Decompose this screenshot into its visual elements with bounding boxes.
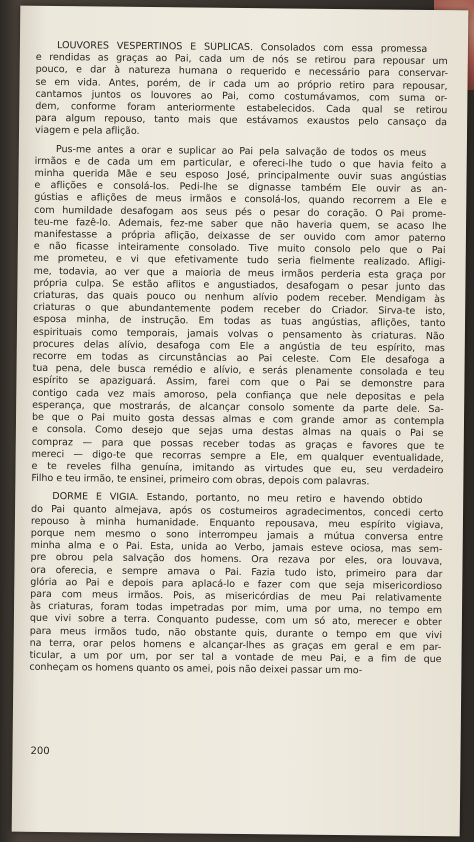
paragraph <box>29 491 443 678</box>
text-line: se em vida. Antes, porém, de ir cada um ao próprio retiro para repousar, <box>35 76 448 92</box>
text-line: cantamos juntos os louvores ao Pai, como costumávamos, com suma or- <box>35 88 448 104</box>
page-number: 200 <box>30 745 50 758</box>
text-line: para algum repouso, tanto mais que estávamos exaustos pelo cansaço da <box>35 113 448 129</box>
text-line: me, todavia, ao ver que a maioria de meus irmãos perderia esta graça por <box>33 265 446 281</box>
text-line: Filho e teu irmão, te ensinei, primeiro com obras, depois com palavras. <box>31 472 370 488</box>
book-page <box>12 6 469 837</box>
text-line: às criaturas, foram todas impetradas por mim, uma por uma, no tempo em <box>29 600 443 617</box>
text-line: do Pai quanto almejava, após os costumeiros agradecimentos, concedi certo <box>31 503 444 519</box>
text-line: irmãos e de cada um em particular, e ofereci-lhe tudo o que havia feito a <box>34 155 447 171</box>
text-line: e aflições e consolá-los. Pedi-lhe se dignasse também Ele ouvir as an- <box>34 180 447 196</box>
text-line: dem, conforme foram anteriormente estabelecidos. Cada qual se retirou <box>35 100 448 117</box>
text-line: minha alma e o Pai. Esta, unida ao Verbo, jamais esteve ociosa, mas sem- <box>30 539 443 556</box>
paragraph <box>35 40 448 142</box>
text-line: Pus-me antes a orar e suplicar ao Pai pela salvação de todos os meus <box>55 143 427 159</box>
text-line: esperança, que mostrarás, de alcançar consolo somente da parte dele. Sa- <box>32 399 444 416</box>
text-line: manifestasse a própria aflição, deixasse de ser ouvido com amor paterno <box>33 228 446 245</box>
text-line: e não ficasse inteiramente consolado. Tive muito consolo pelo que o Pai <box>33 241 446 257</box>
text-line: contigo cada vez mais amoroso, pela confiança que nele depositas e pela <box>32 387 445 403</box>
text-line: porque nem mesmo o sono interrompeu jamais a mútua conversa entre <box>30 527 443 544</box>
text-line: me prometeu, e vi que efetivamente tudo seria fielmente realizado. Afligi- <box>33 253 446 269</box>
page-text <box>29 40 448 685</box>
text-line: com humildade desafogam aos seus pés o pesar do coração. O Pai prome- <box>34 204 447 220</box>
text-line: tua pena, dele busca remédio e alívio, e serás plenamente consolada e teu <box>32 363 445 379</box>
text-line: esposa minha, de instrução. Em todas as tuas angústias, aflições, tanto <box>32 314 446 330</box>
text-line: para meus irmãos tudo, não obstante quis, durante o tempo em que vivi <box>29 625 442 641</box>
text-line: criaturas o que abundantemente podem receber do Criador. Sirva-te isto, <box>33 302 446 318</box>
text-line: espirituais como temporais, jamais volvas o pensamento às criaturas. Não <box>32 326 445 342</box>
text-line: e consola. Como desejo que sejas uma destas almas na quais o Pai se <box>31 424 444 440</box>
paragraph <box>31 143 447 489</box>
text-line: gústias e aflições de meus irmãos e consolá-los, quando recorrem a Ele e <box>34 192 447 208</box>
text-line: minha querida Mãe e seu esposo José, principalmente ouvir suas angústias <box>34 167 447 184</box>
text-line: LOUVORES VESPERTINOS E SÚPLICAS. Consolados com essa promessa <box>56 40 428 55</box>
text-line: repouso à minha humanidade. Enquanto repousava, meu espírito vigiava, <box>30 515 443 531</box>
text-line: compraz — para que possas receber todas as graças e favores que te <box>31 436 444 452</box>
text-line: na terra, orar pelos homens e alcançar-lhes as graças em geral e em par- <box>29 637 442 653</box>
text-line: procures delas alívio, desafoga com Ele a angústia de teu espírito, mas <box>32 338 445 355</box>
text-line: ticular, a um por um, por ser tal a vontade de meu Pai, e a fim de que <box>29 649 442 666</box>
text-line: be que o Pai muito gosta dessas almas e com grande amor as contempla <box>31 411 445 428</box>
text-line: teu-me fazê-lo. Ademais, fez-me saber que não haveria quem, se acaso lhe <box>34 216 447 232</box>
text-line: mereci — digo-te que recorras sempre a Ele, em qualquer eventualidade, <box>31 448 444 464</box>
text-line: espírito se apaziguará. Assim, farei com que o Pai se demonstre para <box>32 375 445 391</box>
text-line: viagem e pela aflição. <box>34 125 140 138</box>
text-line: para com meus irmãos. Pois, as misericórdias de meu Pai relativamente <box>30 588 442 605</box>
text-line: ora oferecia, e sempre amava o Pai. Fazia tudo isto, primeiro para dar <box>30 564 443 580</box>
text-line: pre obrou pela salvação dos homens. Ora rezava por eles, ora louvava, <box>30 552 443 568</box>
text-line: recorre em todas as circunstâncias ao Pai celeste. Com Ele desafoga a <box>32 350 445 367</box>
text-line: pouco, e dar à natureza humana o requerido e necessário para conservar- <box>35 64 448 80</box>
text-line: e rendidas as graças ao Pai, cada um de nós se retirou para repousar um <box>35 52 448 68</box>
text-line: e te reveles filha genuína, imitando as virtudes que eu, seu verdadeiro <box>31 460 444 477</box>
text-line: glória ao Pai e depois para aplacá-lo e fazer com que seja misericordioso <box>30 576 443 592</box>
text-line: DORME E VIGIA. Estando, portanto, no meu retiro e havendo obtido <box>52 491 423 507</box>
text-line: que vivi sobre a terra. Conquanto pudesse, com um só ato, merecer e obter <box>29 613 442 629</box>
text-line: criaturas, das quais pouco ou nenhum alívio podem receber. Mendigam às <box>33 289 446 306</box>
text-line: própria culpa. Se estão aflitos e angustiados, desafogam o pesar junto das <box>33 277 446 293</box>
text-line: conheçam os homens quanto os amei, pois não deixei passar um mo- <box>29 661 363 677</box>
